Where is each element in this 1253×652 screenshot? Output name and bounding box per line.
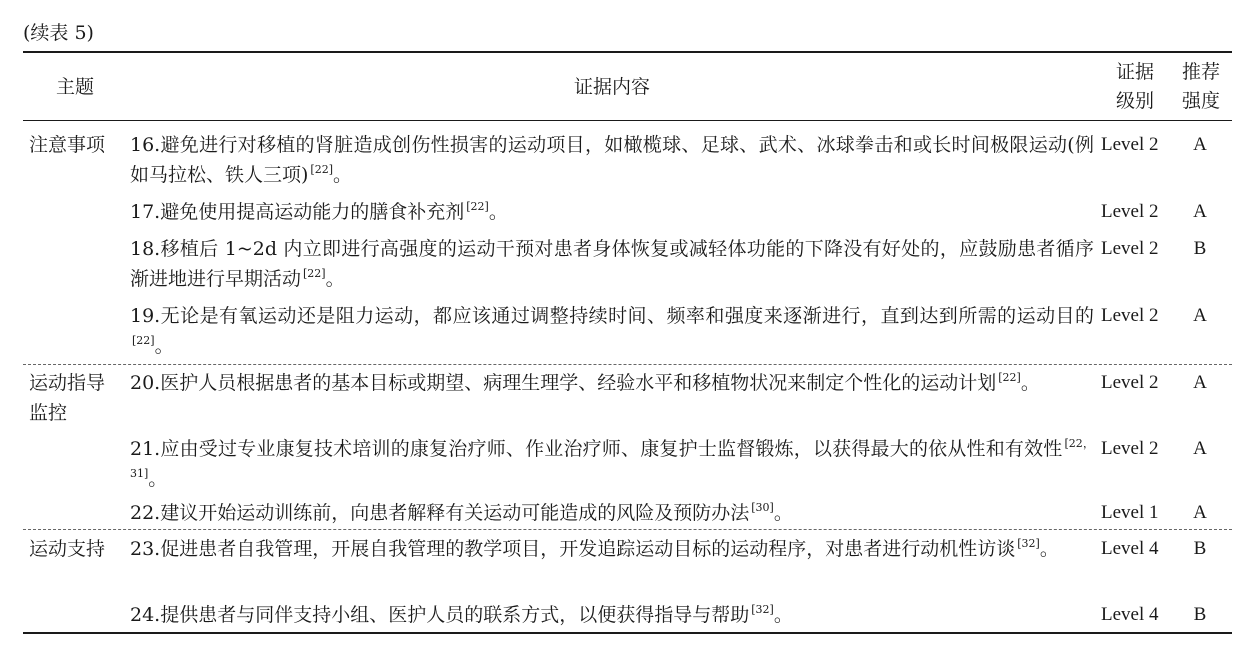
top-rule [23,51,1232,53]
evidence-text [130,600,1094,630]
evidence-body: 20.医护人员根据患者的基本目标或期望、病理生理学、经验水平和移植物状况来制定个性化的运动计划 [130,372,997,394]
evidence-end: 。 [1039,538,1059,560]
header-content: 证据内容 [573,76,650,98]
evidence-level: Level 2 [1101,438,1159,459]
group-divider [23,364,1232,365]
evidence-body: 24.提供患者与同伴支持小组、医护人员的联系方式，以便获得指导与帮助 [130,604,750,626]
evidence-end: 。 [1020,372,1040,394]
evidence-text [130,301,1094,361]
evidence-end: 。 [488,201,508,223]
evidence-end: 。 [325,268,345,290]
evidence-body: 23.促进患者自我管理，开展自我管理的教学项目，开发追踪运动目标的运动程序，对患者进行动机性访谈 [130,538,1016,560]
header-level-line1: 证据 [1115,61,1154,83]
header-grade-line1: 推荐 [1181,61,1220,83]
group-topic-line2: 监控 [29,402,68,424]
header-level [1101,58,1169,116]
evidence-level: Level 4 [1101,604,1159,625]
citation-ref: [22，31] [130,437,1094,480]
evidence-end: 。 [148,468,168,490]
evidence-text [130,498,1094,528]
evidence-body: 22.建议开始运动训练前，向患者解释有关运动可能造成的风险及预防办法 [130,502,750,524]
recommendation-grade: A [1193,502,1207,523]
evidence-end: 。 [773,604,793,626]
header-level-line2: 级别 [1115,90,1154,112]
evidence-level: Level 1 [1101,502,1159,523]
evidence-text [130,197,1094,227]
evidence-level: Level 4 [1101,538,1159,559]
recommendation-grade: A [1193,372,1207,393]
group-topic-line1: 运动指导 [29,372,106,394]
evidence-body: 21.应由受过专业康复技术培训的康复治疗师、作业治疗师、康复护士监督锻炼，以获得最大的依从性和有效性 [130,438,1063,460]
evidence-end: 。 [773,502,793,524]
group-topic [29,130,121,160]
header-topic: 主题 [55,76,94,98]
citation-ref: [22] [303,267,326,280]
citation-ref: [32] [1017,537,1040,550]
recommendation-grade: B [1193,538,1207,559]
citation-ref: [22] [998,371,1021,384]
evidence-level: Level 2 [1101,305,1159,326]
evidence-text [130,130,1094,190]
group-topic-line1: 运动支持 [29,538,106,560]
evidence-level: Level 2 [1101,201,1159,222]
evidence-body: 17.避免使用提高运动能力的膳食补充剂 [130,201,465,223]
bottom-rule [23,632,1232,634]
evidence-text [130,434,1094,494]
citation-ref: [22] [310,163,334,176]
table-caption: (续表 5) [23,22,94,44]
evidence-body: 18.移植后 1~2d 内立即进行高强度的运动干预对患者身体恢复或减轻体功能的下降没有好处的，应鼓励患者循序渐进地进行早期活动 [130,238,1094,290]
group-topic-line1: 注意事项 [29,134,106,156]
evidence-end: 。 [154,335,174,357]
recommendation-grade: A [1193,305,1207,326]
recommendation-grade: A [1193,201,1207,222]
citation-ref: [32] [751,603,774,616]
evidence-text [130,368,1094,398]
evidence-level: Level 2 [1101,238,1159,259]
evidence-body: 16.避免进行对移植的肾脏造成创伤性损害的运动项目，如橄榄球、足球、武术、冰球拳击和或长时间极限运动(例如马拉松、铁人三项) [130,134,1094,186]
citation-ref: [22] [466,200,489,213]
group-topic [29,368,121,428]
citation-ref: [22] [132,334,155,347]
recommendation-grade: A [1193,134,1207,155]
header-rule [23,120,1232,121]
header-grade [1176,58,1226,116]
group-topic [29,534,121,564]
evidence-end: 。 [333,164,353,186]
evidence-text [130,534,1094,564]
evidence-level: Level 2 [1101,134,1159,155]
citation-ref: [30] [751,501,774,514]
recommendation-grade: B [1193,238,1207,259]
evidence-text [130,234,1094,294]
recommendation-grade: A [1193,438,1207,459]
group-divider [23,529,1232,530]
header-grade-line2: 强度 [1181,90,1220,112]
recommendation-grade: B [1193,604,1207,625]
evidence-level: Level 2 [1101,372,1159,393]
evidence-body: 19.无论是有氧运动还是阻力运动，都应该通过调整持续时间、频率和强度来逐渐进行，直到达到所需的运动目的 [130,305,1094,327]
